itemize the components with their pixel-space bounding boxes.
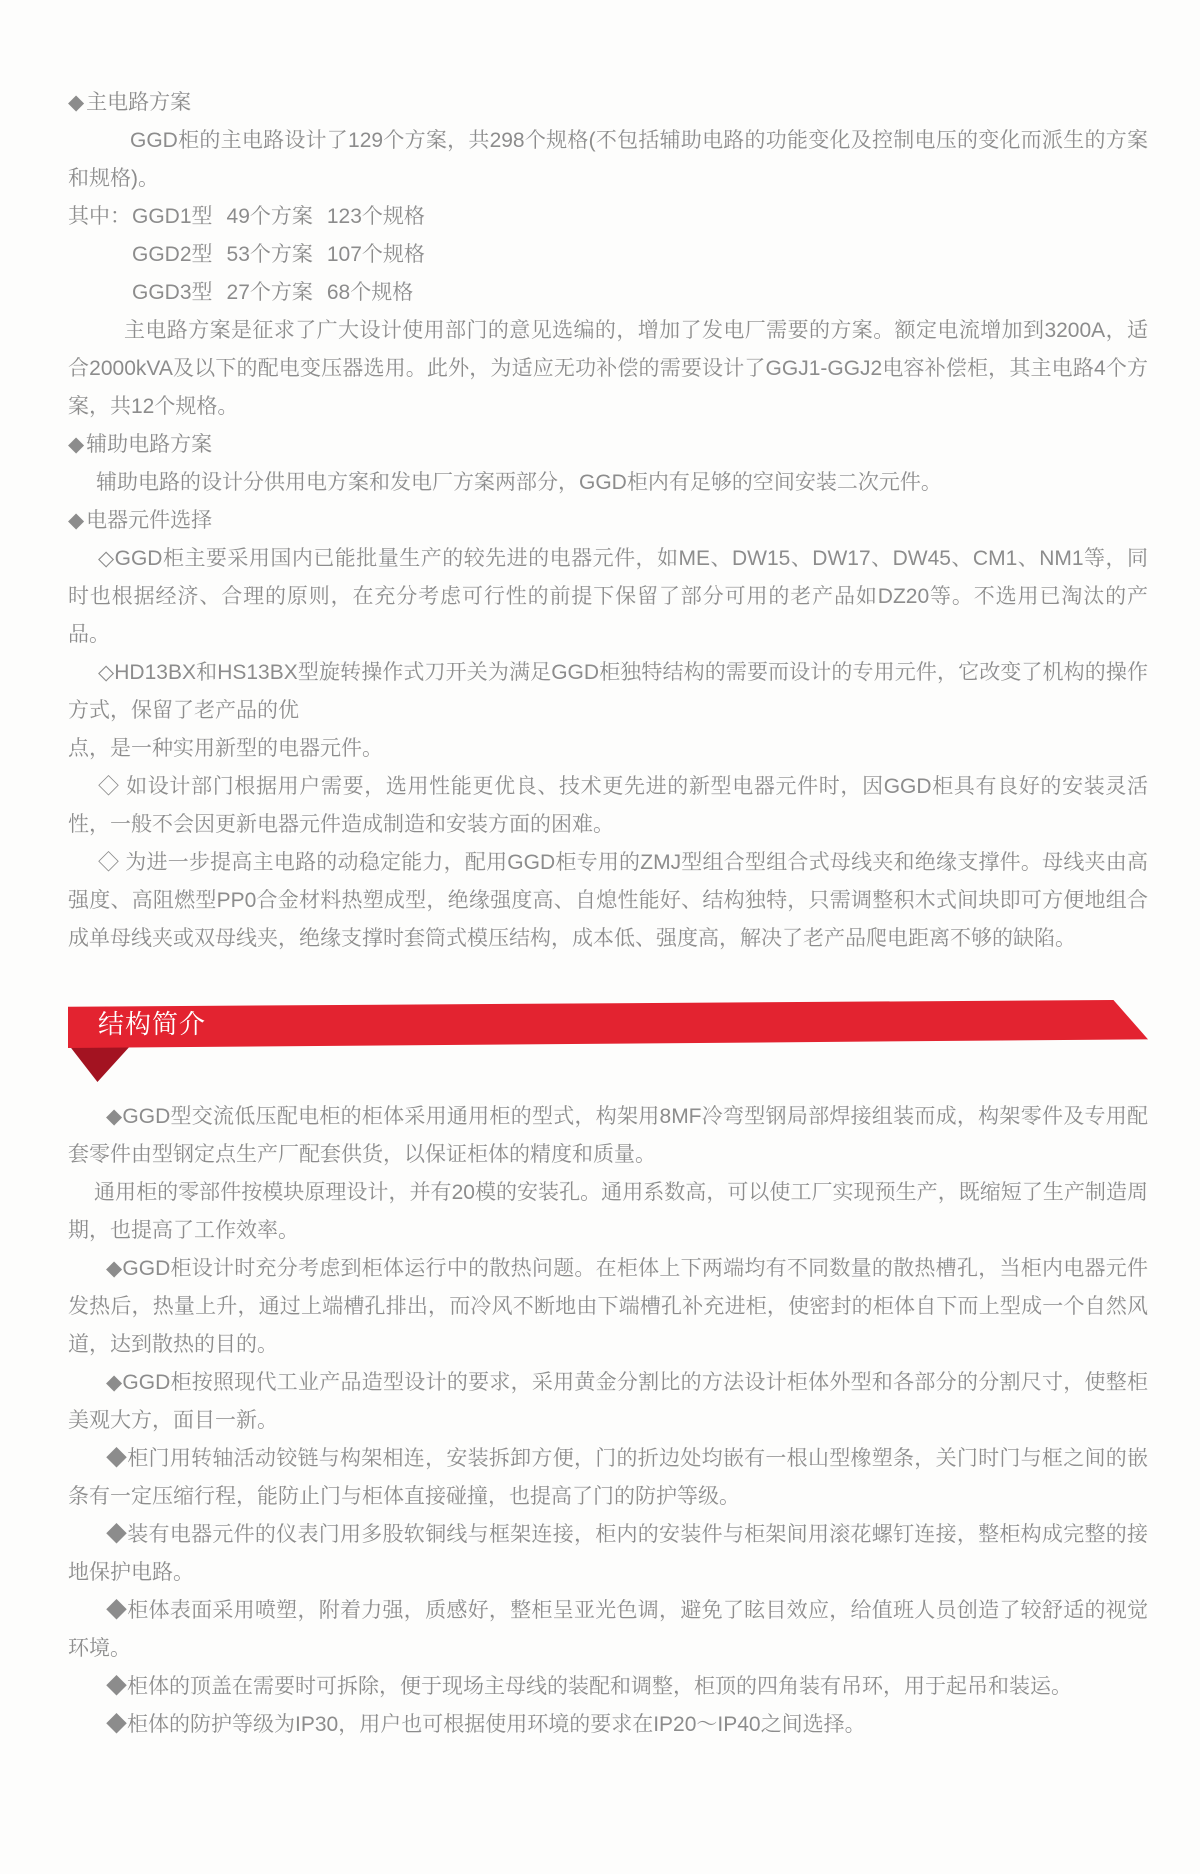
aux-circuit-paragraph: 辅助电路的设计分供用电方案和发电厂方案两部分，GGD柜内有足够的空间安装二次元件。 [96, 471, 942, 494]
paragraph-text: 为进一步提高主电路的动稳定能力，配用GGD柜专用的ZMJ型组合型组合式母线夹和绝缘支撑件。母线夹由高强度、高阻燃型PP0合金材料热塑成型，绝缘强度高、自熄性能好、结构独特，只需调整积木式间块即可方便地组合成单母线夹或双母线夹，绝缘支撑时套筒式模压结构，成本低、强度高，解决了老产品爬电距离不够的缺陷。 [68, 851, 1148, 950]
structure-paragraph [68, 1668, 1148, 1706]
paragraph-text: GGD柜主要采用国内已能批量生产的较先进的电器元件，如ME、DW15、DW17、DW45、CM1、NM1等，同时也根据经济、合理的原则，在充分考虑可行性的前提下保留了部分可用的老产品如DZ20等。不选用已淘汰的产品。 [68, 547, 1148, 646]
aux-circuit-heading-label: 辅助电路方案 [86, 433, 213, 456]
paragraph-text: 通用柜的零部件按模块原理设计，并有20模的安装孔。通用系数高，可以使工厂实现预生产，既缩短了生产制造周期，也提高了工作效率。 [68, 1181, 1148, 1242]
component-paragraph-continuation [68, 730, 1148, 768]
type-schemes: 49个方案 [226, 205, 313, 228]
component-paragraph [68, 654, 1148, 730]
section-main-circuit [68, 84, 1148, 426]
hollow-diamond-bullet-icon: ◇ [98, 661, 115, 684]
paragraph-text: GGD型交流低压配电柜的柜体采用通用柜的型式，构架用8MF冷弯型钢局部焊接组装而成，构架零件及专用配套零件由型钢定点生产厂配套供货，以保证柜体的精度和质量。 [68, 1105, 1148, 1166]
paragraph-text: HD13BX和HS13BX型旋转操作式刀开关为满足GGD柜独特结构的需要而设计的专用元件，它改变了机构的操作方式，保留了老产品的优 [68, 661, 1148, 722]
filled-diamond-bullet-icon: ◆ [106, 1675, 127, 1698]
type-model: GGD1型 [132, 205, 213, 228]
section-aux-circuit [68, 426, 1148, 502]
paragraph-text: 柜体的防护等级为IP30，用户也可根据使用环境的要求在IP20～IP40之间选择。 [127, 1713, 866, 1736]
structure-paragraph [68, 1440, 1148, 1516]
section-structure-intro [68, 1098, 1148, 1744]
paragraph-text: 装有电器元件的仪表门用多股软铜线与框架连接，柜内的安装件与柜架间用滚花螺钉连接，整柜构成完整的接地保护电路。 [68, 1523, 1149, 1584]
ggd-type-row [68, 236, 1148, 274]
structure-paragraph [68, 1174, 1148, 1250]
ggd-type-row [68, 198, 1148, 236]
filled-diamond-bullet-icon: ◆ [68, 91, 85, 114]
main-circuit-heading [68, 84, 1148, 122]
paragraph-text: 点，是一种实用新型的电器元件。 [68, 737, 383, 760]
filled-diamond-bullet-icon: ◆ [106, 1105, 123, 1128]
paragraph-text: 柜体的顶盖在需要时可拆除，便于现场主母线的装配和调整，柜顶的四角装有吊环，用于起吊和装运。 [127, 1675, 1072, 1698]
filled-diamond-bullet-icon: ◆ [106, 1523, 128, 1546]
hollow-diamond-bullet-icon: ◇ [98, 851, 120, 874]
type-model: GGD2型 [132, 243, 213, 266]
type-specs: 68个规格 [326, 281, 414, 304]
main-circuit-heading-label: 主电路方案 [86, 91, 192, 114]
structure-paragraph [68, 1098, 1148, 1174]
aux-circuit-heading [68, 426, 1148, 464]
ggd-type-row [68, 274, 1148, 312]
paragraph-text: 柜门用转轴活动铰链与构架相连，安装拆卸方便，门的折边处均嵌有一根山型橡塑条，关门时门与框之间的嵌条有一定压缩行程，能防止门与柜体直接碰撞，也提高了门的防护等级。 [68, 1447, 1149, 1508]
type-row-prefix: 其中： [68, 205, 131, 228]
filled-diamond-bullet-icon: ◆ [106, 1599, 128, 1622]
ribbon-fold-shape [68, 1044, 132, 1082]
structure-paragraph [68, 1250, 1148, 1364]
component-selection-heading [68, 502, 1148, 540]
structure-intro-banner-title: 结构简介 [98, 1009, 207, 1039]
structure-paragraph [68, 1706, 1148, 1744]
section-component-selection [68, 502, 1148, 958]
type-model: GGD3型 [132, 281, 213, 304]
filled-diamond-bullet-icon: ◆ [106, 1713, 127, 1736]
component-paragraph [68, 768, 1148, 844]
type-specs: 123个规格 [326, 205, 425, 228]
component-selection-heading-label: 电器元件选择 [86, 509, 213, 532]
main-circuit-paragraph: 主电路方案是征求了广大设计使用部门的意见选编的，增加了发电厂需要的方案。额定电流增加到3200A，适合2000kVA及以下的配电变压器选用。此外，为适应无功补偿的需要设计了GGJ1-GGJ2电容补偿柜，其主电路4个方案，共12个规格。 [68, 319, 1148, 418]
ribbon-banner-shape [68, 1000, 1148, 1048]
filled-diamond-bullet-icon: ◆ [106, 1371, 123, 1394]
hollow-diamond-bullet-icon: ◇ [98, 775, 120, 798]
filled-diamond-bullet-icon: ◆ [68, 509, 85, 532]
filled-diamond-bullet-icon: ◆ [106, 1257, 123, 1280]
paragraph-text: GGD柜设计时充分考虑到柜体运行中的散热问题。在柜体上下两端均有不同数量的散热槽孔，当柜内电器元件发热后，热量上升，通过上端槽孔排出，而冷风不断地由下端槽孔补充进柜，使密封的柜体自下而上型成一个自然风道，达到散热的目的。 [68, 1257, 1148, 1356]
type-schemes: 27个方案 [226, 281, 313, 304]
filled-diamond-bullet-icon: ◆ [68, 433, 85, 456]
filled-diamond-bullet-icon: ◆ [106, 1447, 128, 1470]
type-specs: 107个规格 [326, 243, 425, 266]
paragraph-text: 如设计部门根据用户需要，选用性能更优良、技术更先进的新型电器元件时，因GGD柜具有良好的安装灵活性，一般不会因更新电器元件造成制造和安装方面的困难。 [68, 775, 1149, 836]
component-paragraph [68, 540, 1148, 654]
paragraph-text: 柜体表面采用喷塑，附着力强，质感好，整柜呈亚光色调，避免了眩目效应，给值班人员创造了较舒适的视觉环境。 [68, 1599, 1149, 1660]
structure-intro-banner [68, 1000, 1148, 1048]
structure-paragraph [68, 1364, 1148, 1440]
component-paragraph [68, 844, 1148, 958]
type-schemes: 53个方案 [226, 243, 313, 266]
paragraph-text: GGD柜按照现代工业产品造型设计的要求，采用黄金分割比的方法设计柜体外型和各部分的分割尺寸，使整柜美观大方，面目一新。 [68, 1371, 1148, 1432]
hollow-diamond-bullet-icon: ◇ [98, 547, 115, 570]
main-circuit-intro-paragraph: GGD柜的主电路设计了129个方案，共298个规格(不包括辅助电路的功能变化及控制电压的变化而派生的方案和规格)。 [68, 129, 1148, 190]
structure-paragraph [68, 1592, 1148, 1668]
structure-paragraph [68, 1516, 1148, 1592]
